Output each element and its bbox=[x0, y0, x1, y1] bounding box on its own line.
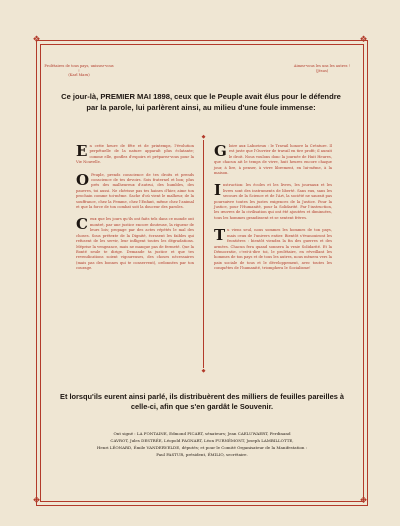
corner-ornament-icon: ❖ bbox=[32, 35, 41, 45]
left-column bbox=[76, 144, 194, 279]
drop-cap-initial: T bbox=[214, 226, 226, 245]
right-column bbox=[214, 144, 332, 279]
paragraph-text: eux que les jours qu'ils ont faits tels dans ce monde ont montré, par une justice encore douteuse, la rigueur de leurs lois; propage par des actes répétés le mal des choses. Sous prétexte de la Dignité, écrasent les faibles qui refusent de les servir, leur infligent toutes les dégradations. Méprise la vengeance, mais ne manque pas de fermeté. Que la Bonté seule te dirige. Demande ta justice et que tes revendications soient vigoureuses, des choses nécessaires (mais pas des bonnes qui te conservent), ordonnées par ton courage. bbox=[76, 217, 194, 271]
column-paragraph bbox=[214, 228, 332, 271]
corner-ornament-icon: ❖ bbox=[359, 496, 368, 506]
divider-ornament-icon: ◆ bbox=[201, 134, 206, 140]
drop-cap-initial: I bbox=[214, 181, 222, 200]
divider-ornament-icon: ◆ bbox=[201, 368, 206, 374]
header-left-quote bbox=[44, 64, 114, 78]
right-quote-text: Aimez-vous les uns les autres ! bbox=[293, 64, 351, 68]
left-quote-text: Prolétaires de tous pays, unissez-vous ! bbox=[44, 64, 114, 73]
paragraph-text: Peuple, prends conscience de tes droits et prends conscience de tes devoirs. Sois fraternel et bon; plus près des malheureux d'autrui, des humbles, des pauvres, toi aussi. Ne chérisse pas tes haines d'hier, aime ton prochain comme toi-même. Sache d'où vient le malheur, de la souffrance, chez la Femme, chez l'Enfant, même chez l'animal et que la force de ton combat soit la douceur des paroles. bbox=[76, 172, 194, 210]
column-paragraph bbox=[76, 144, 194, 166]
signers-line: Ont signé : LA FONTAINE, Edmond PICART, sénateurs; Jean CAELUWAERT, Ferdinand bbox=[113, 431, 291, 436]
drop-cap-initial: E bbox=[76, 142, 88, 160]
corner-ornament-icon: ❖ bbox=[359, 35, 368, 45]
column-paragraph bbox=[76, 217, 194, 271]
right-quote-author: (Jésus) bbox=[315, 68, 329, 73]
drop-cap-initial: O bbox=[76, 170, 90, 189]
drop-cap-initial: G bbox=[214, 142, 227, 160]
lead-paragraph: Ce jour-là, PREMIER MAI 1898, ceux que le Peuple avait élus pour le défendre par la parole, lui parlèrent ainsi, au milieu d'une foule immense: bbox=[61, 92, 341, 112]
left-quote-author: (Karl Marx) bbox=[68, 73, 90, 78]
column-paragraph bbox=[214, 183, 332, 221]
paragraph-text: u viens seul, nous sommes les hommes de ton pays, mais ceux de l'univers entier. Bientôt s'évanouiront les frontières : bientôt viendra la fin des guerres et des armées. Chacun fera quand sonnera la vraie Solidarité. Et la Démocratie, c'est-à-dire toi, le prolétaire, en réveillant les hommes de ton pays et de tous les autres, nous mènera vers la paix sociale de tous et le développement, avec toutes les conquêtes de l'humanité, triomphera le Socialisme! bbox=[214, 228, 332, 271]
column-paragraph bbox=[214, 144, 332, 176]
signers-block bbox=[52, 430, 352, 458]
column-paragraph bbox=[76, 170, 194, 211]
corner-ornament-icon: ❖ bbox=[32, 496, 41, 506]
drop-cap-initial: C bbox=[76, 215, 88, 234]
column-divider bbox=[203, 140, 204, 368]
paragraph-text: loire aux Laborieux : le Travail honore la Créature. Il est juste que l'Ouvrier de travail en tire profit; il aurait le droit. Nous voulons donc la journée de Huit Heures, que chacun ait le temps de vivre, huit heures encore chaque jour, à lire, à penser, à vivre librement, en lui-même, à la maison. bbox=[214, 144, 332, 176]
paragraph-text: n cette heure de fête et de printemps, l'évolution perpétuelle de la nature apparaît plus éclatante; comme elle, gonflez d'espoirs et préparez-vous pour la Vie Nouvelle. bbox=[76, 144, 194, 165]
signers-line: Henri LÉONARD, Émile VANDERVELDE, députés; et pour le Comité Organisateur de la Manifestation : bbox=[96, 445, 308, 450]
signers-line: CAVROT, Jules DESTRÉE, Léopold FAGNART, Léon FURNÉMONT, Joseph LAMBILLOTTE, bbox=[110, 438, 294, 443]
signers-line: Paul PASTUR, président, ÉMILIO, secrétaire. bbox=[156, 452, 248, 457]
closing-paragraph: Et lorsqu'ils eurent ainsi parlé, ils distribuèrent des milliers de feuilles pareilles à celle-ci, afin que s'en gardât le Souvenir. bbox=[60, 392, 344, 412]
header-right-quote bbox=[284, 64, 360, 73]
paragraph-text: nstruction: les écoles et les livres, les journaux et les livres sont des instruments de liberté. Sans eux, sans les secours de la Science et de l'Art, la société ne saurait pas poursuivre toutes les justes exigences de la Justice. Pour la Justice, pour l'Humanité, pour la Solidarité. Par l'instruction, les œuvres de la civilisation qui ont été ajoutées et diminuées, tous les hommes grandissent et se sentent frères. bbox=[214, 183, 332, 220]
